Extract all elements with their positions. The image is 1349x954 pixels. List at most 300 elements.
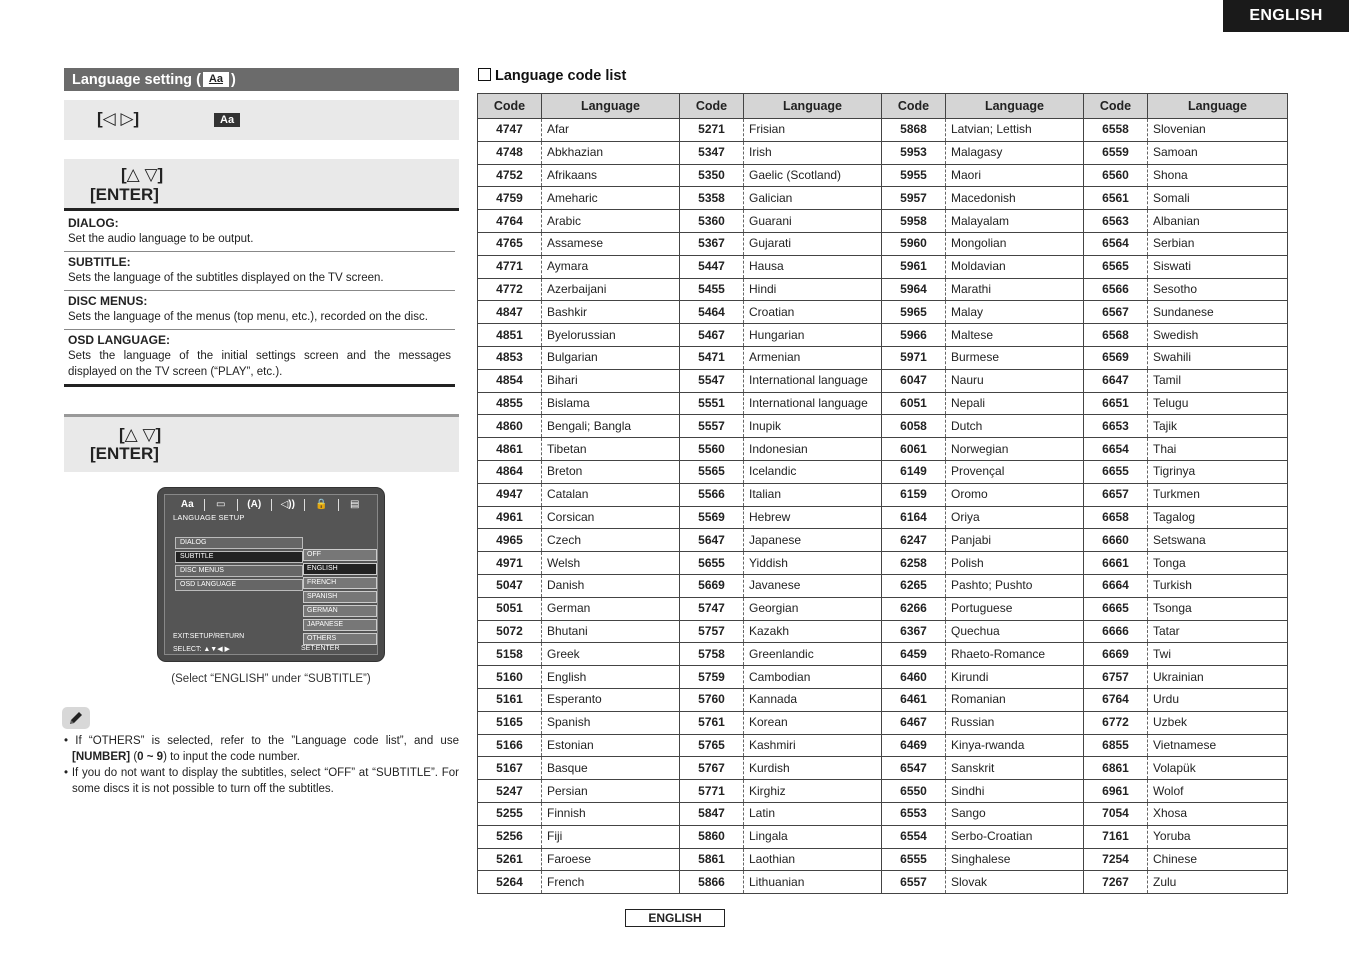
code-cell: 6558 bbox=[1084, 119, 1148, 142]
language-cell: Uzbek bbox=[1148, 711, 1288, 734]
code-cell: 5471 bbox=[680, 346, 744, 369]
language-cell: Siswati bbox=[1148, 255, 1288, 278]
language-cell: Abkhazian bbox=[542, 141, 680, 164]
code-cell: 6555 bbox=[882, 848, 946, 871]
code-cell: 5669 bbox=[680, 574, 744, 597]
code-cell: 4855 bbox=[478, 392, 542, 415]
language-cell: Italian bbox=[744, 483, 882, 506]
code-cell: 4864 bbox=[478, 460, 542, 483]
code-cell: 6563 bbox=[1084, 210, 1148, 233]
language-cell: Dutch bbox=[946, 415, 1084, 438]
code-cell: 6554 bbox=[882, 825, 946, 848]
code-cell: 5256 bbox=[478, 825, 542, 848]
language-cell: Catalan bbox=[542, 483, 680, 506]
code-cell: 7161 bbox=[1084, 825, 1148, 848]
code-cell: 6061 bbox=[882, 438, 946, 461]
code-cell: 6266 bbox=[882, 597, 946, 620]
header-language: Language bbox=[946, 94, 1084, 119]
osd-item-dialog: DIALOG bbox=[175, 537, 303, 549]
checkbox-square-icon bbox=[478, 68, 491, 81]
code-cell: 5072 bbox=[478, 620, 542, 643]
osd-tabs bbox=[171, 499, 371, 511]
language-cell: Latvian; Lettish bbox=[946, 119, 1084, 142]
code-cell: 6560 bbox=[1084, 164, 1148, 187]
language-cell: Provençal bbox=[946, 460, 1084, 483]
language-cell: Finnish bbox=[542, 802, 680, 825]
code-cell: 5758 bbox=[680, 643, 744, 666]
language-cell: Gujarati bbox=[744, 232, 882, 255]
code-cell: 6559 bbox=[1084, 141, 1148, 164]
table-row bbox=[478, 734, 1288, 757]
language-cell: Javanese bbox=[744, 574, 882, 597]
table-header-row bbox=[478, 94, 1288, 119]
header-code: Code bbox=[882, 94, 946, 119]
language-cell: Bhutani bbox=[542, 620, 680, 643]
code-cell: 5861 bbox=[680, 848, 744, 871]
code-cell: 5953 bbox=[882, 141, 946, 164]
code-cell: 4961 bbox=[478, 506, 542, 529]
code-cell: 4752 bbox=[478, 164, 542, 187]
language-cell: Nepali bbox=[946, 392, 1084, 415]
language-cell: Armenian bbox=[744, 346, 882, 369]
language-cell: Corsican bbox=[542, 506, 680, 529]
osd-tab-other-icon: ▤ bbox=[350, 499, 360, 510]
language-cell: Tajik bbox=[1148, 415, 1288, 438]
code-list-title: Language code list bbox=[478, 68, 626, 84]
language-cell: Kashmiri bbox=[744, 734, 882, 757]
language-cell: Indonesian bbox=[744, 438, 882, 461]
code-cell: 4772 bbox=[478, 278, 542, 301]
language-cell: Laothian bbox=[744, 848, 882, 871]
language-cell: Pashto; Pushto bbox=[946, 574, 1084, 597]
osd-item-osd-language: OSD LANGUAGE bbox=[175, 579, 303, 591]
language-cell: Tatar bbox=[1148, 620, 1288, 643]
language-cell: Twi bbox=[1148, 643, 1288, 666]
language-cell: Burmese bbox=[946, 346, 1084, 369]
code-cell: 5161 bbox=[478, 688, 542, 711]
code-cell: 6567 bbox=[1084, 301, 1148, 324]
osd-item-disc-menus: DISC MENUS bbox=[175, 565, 303, 577]
language-cell: Cambodian bbox=[744, 666, 882, 689]
table-row bbox=[478, 369, 1288, 392]
table-row bbox=[478, 278, 1288, 301]
code-cell: 6051 bbox=[882, 392, 946, 415]
language-cell: Kazakh bbox=[744, 620, 882, 643]
code-cell: 6651 bbox=[1084, 392, 1148, 415]
code-cell: 6565 bbox=[1084, 255, 1148, 278]
code-cell: 5557 bbox=[680, 415, 744, 438]
language-cell: Yoruba bbox=[1148, 825, 1288, 848]
header-code: Code bbox=[478, 94, 542, 119]
code-cell: 6658 bbox=[1084, 506, 1148, 529]
code-cell: 5655 bbox=[680, 552, 744, 575]
table-row bbox=[478, 620, 1288, 643]
code-cell: 5160 bbox=[478, 666, 542, 689]
osd-tab-picture-icon: ▭ bbox=[205, 499, 239, 511]
code-cell: 4847 bbox=[478, 301, 542, 324]
code-cell: 7267 bbox=[1084, 871, 1148, 894]
code-cell: 5860 bbox=[680, 825, 744, 848]
code-cell: 5965 bbox=[882, 301, 946, 324]
language-cell: Panjabi bbox=[946, 529, 1084, 552]
code-cell: 6861 bbox=[1084, 757, 1148, 780]
language-cell: Sindhi bbox=[946, 780, 1084, 803]
language-cell: Galician bbox=[744, 187, 882, 210]
language-cell: Slovenian bbox=[1148, 119, 1288, 142]
code-cell: 6149 bbox=[882, 460, 946, 483]
language-cell: Quechua bbox=[946, 620, 1084, 643]
code-cell: 5957 bbox=[882, 187, 946, 210]
code-cell: 6550 bbox=[882, 780, 946, 803]
code-cell: 6467 bbox=[882, 711, 946, 734]
language-cell: Moldavian bbox=[946, 255, 1084, 278]
code-cell: 4765 bbox=[478, 232, 542, 255]
language-cell: Yiddish bbox=[744, 552, 882, 575]
language-cell: Norwegian bbox=[946, 438, 1084, 461]
number-range: 0 ~ 9 bbox=[137, 751, 164, 763]
language-cell: Esperanto bbox=[542, 688, 680, 711]
language-cell: Chinese bbox=[1148, 848, 1288, 871]
language-code-table bbox=[477, 93, 1288, 894]
table-row bbox=[478, 825, 1288, 848]
language-cell: Spanish bbox=[542, 711, 680, 734]
osd-tab-language-icon: Aa bbox=[171, 499, 205, 511]
table-row bbox=[478, 460, 1288, 483]
language-cell: Hausa bbox=[744, 255, 882, 278]
osd-menu-items bbox=[175, 537, 303, 593]
code-cell: 5760 bbox=[680, 688, 744, 711]
language-cell: Georgian bbox=[744, 597, 882, 620]
language-cell: Xhosa bbox=[1148, 802, 1288, 825]
table-row bbox=[478, 506, 1288, 529]
language-cell: Japanese bbox=[744, 529, 882, 552]
language-cell: Romanian bbox=[946, 688, 1084, 711]
code-cell: 4853 bbox=[478, 346, 542, 369]
code-cell: 4759 bbox=[478, 187, 542, 210]
section-title-pre: Language setting ( bbox=[72, 71, 201, 88]
table-row bbox=[478, 780, 1288, 803]
language-cell: Ukrainian bbox=[1148, 666, 1288, 689]
language-cell: Nauru bbox=[946, 369, 1084, 392]
table-row bbox=[478, 574, 1288, 597]
table-row bbox=[478, 346, 1288, 369]
language-cell: International language bbox=[744, 369, 882, 392]
code-cell: 5765 bbox=[680, 734, 744, 757]
language-cell: Lithuanian bbox=[744, 871, 882, 894]
language-cell: Danish bbox=[542, 574, 680, 597]
language-cell: Zulu bbox=[1148, 871, 1288, 894]
header-language: Language bbox=[744, 94, 882, 119]
code-cell: 6058 bbox=[882, 415, 946, 438]
language-cell: Setswana bbox=[1148, 529, 1288, 552]
code-cell: 6547 bbox=[882, 757, 946, 780]
table-row bbox=[478, 210, 1288, 233]
setting-definitions bbox=[64, 213, 455, 387]
code-cell: 5866 bbox=[680, 871, 744, 894]
code-cell: 5455 bbox=[680, 278, 744, 301]
code-cell: 4861 bbox=[478, 438, 542, 461]
language-cell: Frisian bbox=[744, 119, 882, 142]
code-cell: 6247 bbox=[882, 529, 946, 552]
code-cell: 5955 bbox=[882, 164, 946, 187]
code-cell: 6647 bbox=[1084, 369, 1148, 392]
header-language: Language bbox=[1148, 94, 1288, 119]
language-cell: Kinya-rwanda bbox=[946, 734, 1084, 757]
code-cell: 6561 bbox=[1084, 187, 1148, 210]
code-cell: 5360 bbox=[680, 210, 744, 233]
code-cell: 6469 bbox=[882, 734, 946, 757]
table-row bbox=[478, 392, 1288, 415]
table-row bbox=[478, 597, 1288, 620]
note-2: • If you do not want to display the subtitles, select “OFF” at “SUBTITLE”. For some discs it is not possible to turn off the subtitles. bbox=[64, 767, 459, 795]
note-1: • If “OTHERS” is selected, refer to the ”Language code list”, and use [NUMBER] (0 ~ 9) to input the code number. bbox=[64, 735, 459, 763]
language-cell: Czech bbox=[542, 529, 680, 552]
language-cell: Telugu bbox=[1148, 392, 1288, 415]
def-disc-menus: DISC MENUS: Sets the language of the menus (top menu, etc.), recorded on the disc. bbox=[64, 291, 455, 330]
table-row bbox=[478, 552, 1288, 575]
code-cell: 5350 bbox=[680, 164, 744, 187]
language-cell: Maori bbox=[946, 164, 1084, 187]
osd-opt-others: OTHERS bbox=[303, 633, 377, 645]
language-cell: Fiji bbox=[542, 825, 680, 848]
osd-title: LANGUAGE SETUP bbox=[173, 513, 245, 522]
code-cell: 6159 bbox=[882, 483, 946, 506]
code-cell: 6566 bbox=[1084, 278, 1148, 301]
cursor-up-down-keys-2: [△ ▽] bbox=[119, 425, 162, 444]
code-cell: 6258 bbox=[882, 552, 946, 575]
code-cell: 6660 bbox=[1084, 529, 1148, 552]
code-cell: 4748 bbox=[478, 141, 542, 164]
code-cell: 5358 bbox=[680, 187, 744, 210]
code-cell: 6655 bbox=[1084, 460, 1148, 483]
language-cell: Bislama bbox=[542, 392, 680, 415]
language-cell: Malayalam bbox=[946, 210, 1084, 233]
code-cell: 5757 bbox=[680, 620, 744, 643]
osd-opt-french: FRENCH bbox=[303, 577, 377, 589]
table-row bbox=[478, 415, 1288, 438]
code-cell: 5166 bbox=[478, 734, 542, 757]
code-cell: 5960 bbox=[882, 232, 946, 255]
header-language: Language bbox=[542, 94, 680, 119]
code-cell: 5551 bbox=[680, 392, 744, 415]
code-cell: 5966 bbox=[882, 324, 946, 347]
language-cell: English bbox=[542, 666, 680, 689]
language-cell: Byelorussian bbox=[542, 324, 680, 347]
code-cell: 5467 bbox=[680, 324, 744, 347]
code-cell: 6669 bbox=[1084, 643, 1148, 666]
code-cell: 6564 bbox=[1084, 232, 1148, 255]
osd-tab-speaker-icon: ◁)) bbox=[272, 499, 306, 511]
cursor-left-right-keys: [◁ ▷] bbox=[97, 109, 140, 128]
code-cell: 6772 bbox=[1084, 711, 1148, 734]
code-cell: 5958 bbox=[882, 210, 946, 233]
osd-options bbox=[303, 549, 377, 647]
osd-footer-select: SELECT: ▲▼◀ ▶ bbox=[173, 646, 230, 653]
osd-tab-lock-icon: 🔒 bbox=[305, 499, 339, 511]
footer-language-label: ENGLISH bbox=[625, 909, 725, 927]
code-cell: 5167 bbox=[478, 757, 542, 780]
code-cell: 6661 bbox=[1084, 552, 1148, 575]
language-cell: Afar bbox=[542, 119, 680, 142]
code-cell: 6961 bbox=[1084, 780, 1148, 803]
table-row bbox=[478, 666, 1288, 689]
code-cell: 4851 bbox=[478, 324, 542, 347]
code-cell: 6654 bbox=[1084, 438, 1148, 461]
language-cell: Polish bbox=[946, 552, 1084, 575]
table-row bbox=[478, 757, 1288, 780]
language-cell: Korean bbox=[744, 711, 882, 734]
table-row bbox=[478, 324, 1288, 347]
language-cell: Persian bbox=[542, 780, 680, 803]
language-cell: Faroese bbox=[542, 848, 680, 871]
language-cell: International language bbox=[744, 392, 882, 415]
table-row bbox=[478, 871, 1288, 894]
osd-opt-off: OFF bbox=[303, 549, 377, 561]
def-subtitle: SUBTITLE: Sets the language of the subtitles displayed on the TV screen. bbox=[64, 252, 455, 291]
language-cell: Guarani bbox=[744, 210, 882, 233]
code-cell: 5264 bbox=[478, 871, 542, 894]
language-cell: Portuguese bbox=[946, 597, 1084, 620]
language-cell: Vietnamese bbox=[1148, 734, 1288, 757]
table-row bbox=[478, 255, 1288, 278]
language-cell: Urdu bbox=[1148, 688, 1288, 711]
code-cell: 6855 bbox=[1084, 734, 1148, 757]
code-cell: 5566 bbox=[680, 483, 744, 506]
code-cell: 6764 bbox=[1084, 688, 1148, 711]
language-cell: Tigrinya bbox=[1148, 460, 1288, 483]
table-row bbox=[478, 848, 1288, 871]
header-code: Code bbox=[1084, 94, 1148, 119]
code-cell: 5747 bbox=[680, 597, 744, 620]
language-cell: Hungarian bbox=[744, 324, 882, 347]
language-cell: Hindi bbox=[744, 278, 882, 301]
language-cell: Rhaeto-Romance bbox=[946, 643, 1084, 666]
code-cell: 5647 bbox=[680, 529, 744, 552]
table-row bbox=[478, 164, 1288, 187]
code-cell: 4854 bbox=[478, 369, 542, 392]
code-cell: 4971 bbox=[478, 552, 542, 575]
language-cell: Welsh bbox=[542, 552, 680, 575]
language-cell: Volapük bbox=[1148, 757, 1288, 780]
code-cell: 5759 bbox=[680, 666, 744, 689]
language-tab: ENGLISH bbox=[1223, 0, 1349, 32]
language-cell: Swahili bbox=[1148, 346, 1288, 369]
table-row bbox=[478, 483, 1288, 506]
language-cell: Bengali; Bangla bbox=[542, 415, 680, 438]
language-cell: Greenlandic bbox=[744, 643, 882, 666]
language-cell: Lingala bbox=[744, 825, 882, 848]
language-cell: Shona bbox=[1148, 164, 1288, 187]
code-cell: 5847 bbox=[680, 802, 744, 825]
code-cell: 5158 bbox=[478, 643, 542, 666]
language-cell: Oriya bbox=[946, 506, 1084, 529]
code-cell: 5971 bbox=[882, 346, 946, 369]
table-row bbox=[478, 438, 1288, 461]
osd-opt-english: ENGLISH bbox=[303, 563, 377, 575]
code-cell: 5367 bbox=[680, 232, 744, 255]
language-cell: Irish bbox=[744, 141, 882, 164]
language-cell: Tagalog bbox=[1148, 506, 1288, 529]
code-cell: 4764 bbox=[478, 210, 542, 233]
language-cell: Inupik bbox=[744, 415, 882, 438]
notes bbox=[64, 733, 459, 797]
table-row bbox=[478, 232, 1288, 255]
code-cell: 5247 bbox=[478, 780, 542, 803]
osd-footer-exit: EXIT:SETUP/RETURN bbox=[173, 633, 245, 640]
language-cell: Oromo bbox=[946, 483, 1084, 506]
enter-key: [ENTER] bbox=[90, 185, 159, 204]
language-cell: Croatian bbox=[744, 301, 882, 324]
code-cell: 6657 bbox=[1084, 483, 1148, 506]
language-cell: Sango bbox=[946, 802, 1084, 825]
table-row bbox=[478, 119, 1288, 142]
language-cell: Greek bbox=[542, 643, 680, 666]
language-cell: Turkmen bbox=[1148, 483, 1288, 506]
code-cell: 6459 bbox=[882, 643, 946, 666]
code-cell: 5047 bbox=[478, 574, 542, 597]
language-cell: Malagasy bbox=[946, 141, 1084, 164]
code-cell: 6665 bbox=[1084, 597, 1148, 620]
language-cell: Malay bbox=[946, 301, 1084, 324]
code-cell: 6164 bbox=[882, 506, 946, 529]
language-cell: French bbox=[542, 871, 680, 894]
language-setting-icon: Aa bbox=[214, 113, 240, 127]
table-row bbox=[478, 529, 1288, 552]
language-cell: Sundanese bbox=[1148, 301, 1288, 324]
code-cell: 5767 bbox=[680, 757, 744, 780]
code-cell: 6653 bbox=[1084, 415, 1148, 438]
code-cell: 5051 bbox=[478, 597, 542, 620]
code-cell: 4771 bbox=[478, 255, 542, 278]
code-cell: 4747 bbox=[478, 119, 542, 142]
code-cell: 6367 bbox=[882, 620, 946, 643]
code-cell: 7054 bbox=[1084, 802, 1148, 825]
language-cell: Sesotho bbox=[1148, 278, 1288, 301]
language-cell: Ameharic bbox=[542, 187, 680, 210]
code-cell: 7254 bbox=[1084, 848, 1148, 871]
code-cell: 5165 bbox=[478, 711, 542, 734]
osd-footer-set: SET:ENTER bbox=[301, 645, 340, 652]
code-cell: 5964 bbox=[882, 278, 946, 301]
osd-tab-audio-icon: (A) bbox=[238, 499, 272, 511]
language-cell: Bulgarian bbox=[542, 346, 680, 369]
language-cell: Assamese bbox=[542, 232, 680, 255]
code-cell: 6460 bbox=[882, 666, 946, 689]
language-cell: Slovak bbox=[946, 871, 1084, 894]
language-cell: Tonga bbox=[1148, 552, 1288, 575]
enter-key-2: [ENTER] bbox=[90, 444, 159, 463]
language-cell: Icelandic bbox=[744, 460, 882, 483]
pencil-icon bbox=[62, 707, 90, 729]
language-cell: Sanskrit bbox=[946, 757, 1084, 780]
code-cell: 5771 bbox=[680, 780, 744, 803]
language-cell: Wolof bbox=[1148, 780, 1288, 803]
osd-screen-illustration bbox=[157, 487, 385, 662]
language-cell: Marathi bbox=[946, 278, 1084, 301]
audio-language-badge: Aa bbox=[203, 72, 229, 87]
code-cell: 5347 bbox=[680, 141, 744, 164]
code-cell: 5761 bbox=[680, 711, 744, 734]
code-cell: 5868 bbox=[882, 119, 946, 142]
code-cell: 5261 bbox=[478, 848, 542, 871]
code-cell: 5271 bbox=[680, 119, 744, 142]
osd-item-subtitle: SUBTITLE bbox=[175, 551, 303, 563]
code-cell: 4947 bbox=[478, 483, 542, 506]
table-row bbox=[478, 643, 1288, 666]
code-cell: 5560 bbox=[680, 438, 744, 461]
language-cell: Gaelic (Scotland) bbox=[744, 164, 882, 187]
code-cell: 6568 bbox=[1084, 324, 1148, 347]
